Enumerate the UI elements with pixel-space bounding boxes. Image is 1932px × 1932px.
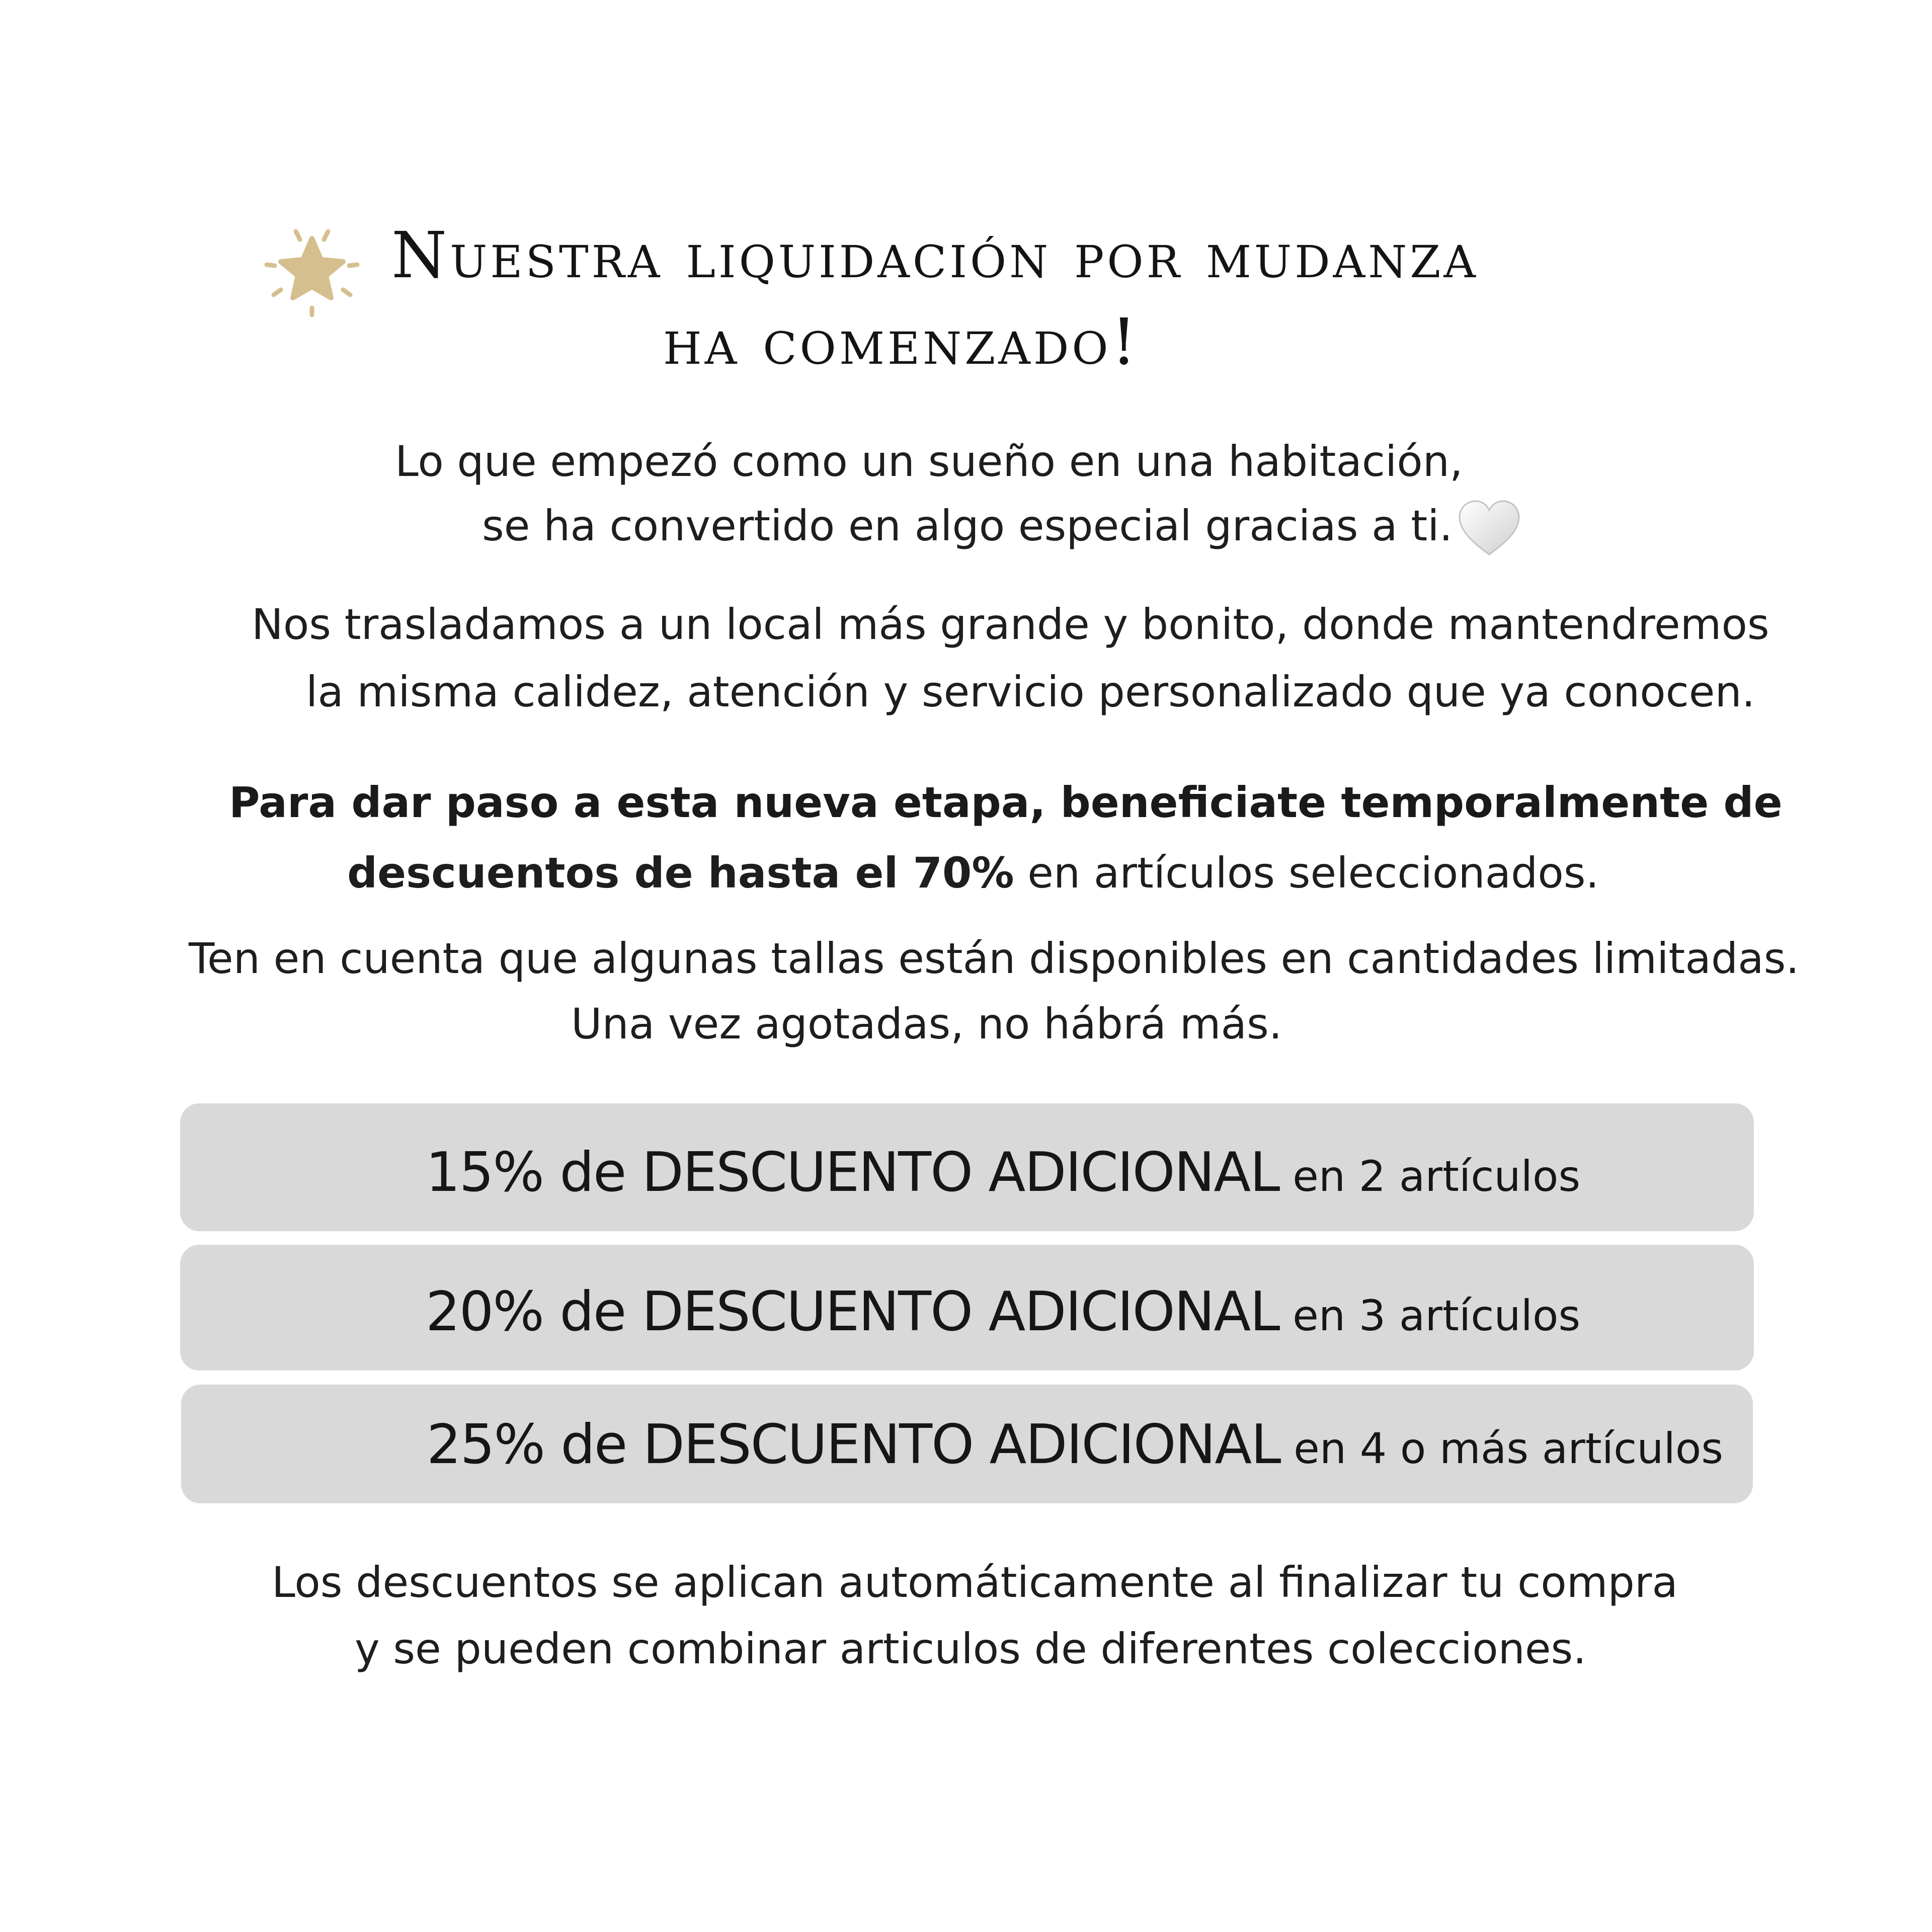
stock-note-line-2: Una vez agotadas, no hábrá más. [571, 999, 1282, 1049]
sparkle-star-icon [262, 219, 362, 320]
discount-tier-text [426, 1280, 1580, 1343]
discount-tier-card [180, 1103, 1754, 1231]
discount-tier-title: 20% de DESCUENTO ADICIONAL [426, 1280, 1279, 1343]
discount-tier-text [426, 1141, 1580, 1204]
page-title-line-2: ha comenzado! [663, 305, 1140, 379]
white-heart-icon [1457, 498, 1522, 558]
promo-highlight: descuentos de hasta el 70% [347, 848, 1014, 898]
discount-tier-condition: en 4 o más artículos [1280, 1424, 1723, 1473]
discount-tier-text [427, 1413, 1723, 1476]
move-text-line-1: Nos trasladamos a un local más grande y bonito, donde mantendremos [252, 600, 1769, 649]
stock-note-line-1: Ten en cuenta que algunas tallas están disponibles en cantidades limitadas. [189, 934, 1800, 983]
discount-tier-title: 15% de DESCUENTO ADICIONAL [426, 1141, 1279, 1204]
discount-tier-card [181, 1385, 1753, 1503]
discount-tier-condition: en 3 artículos [1279, 1291, 1581, 1340]
intro-text-line-2: se ha convertido en algo especial gracias a ti. [482, 501, 1453, 550]
promo-text-line-2 [347, 845, 1599, 901]
promo-rest: en artículos seleccionados. [1014, 848, 1599, 898]
intro-text-line-1: Lo que empezó como un sueño en una habitación, [395, 437, 1463, 486]
discount-tier-card [180, 1245, 1754, 1371]
page-title-line-1: Nuestra liquidación por mudanza [391, 218, 1479, 292]
footer-text-line-2: y se pueden combinar articulos de diferentes colecciones. [355, 1624, 1587, 1673]
discount-tier-title: 25% de DESCUENTO ADICIONAL [427, 1413, 1280, 1476]
discount-tier-condition: en 2 artículos [1279, 1152, 1581, 1201]
footer-text-line-1: Los descuentos se aplican automáticamente al finalizar tu compra [272, 1558, 1678, 1607]
promo-text-line-1: Para dar paso a esta nueva etapa, beneficiate temporalmente de [229, 778, 1783, 827]
move-text-line-2: la misma calidez, atención y servicio personalizado que ya conocen. [306, 667, 1755, 716]
